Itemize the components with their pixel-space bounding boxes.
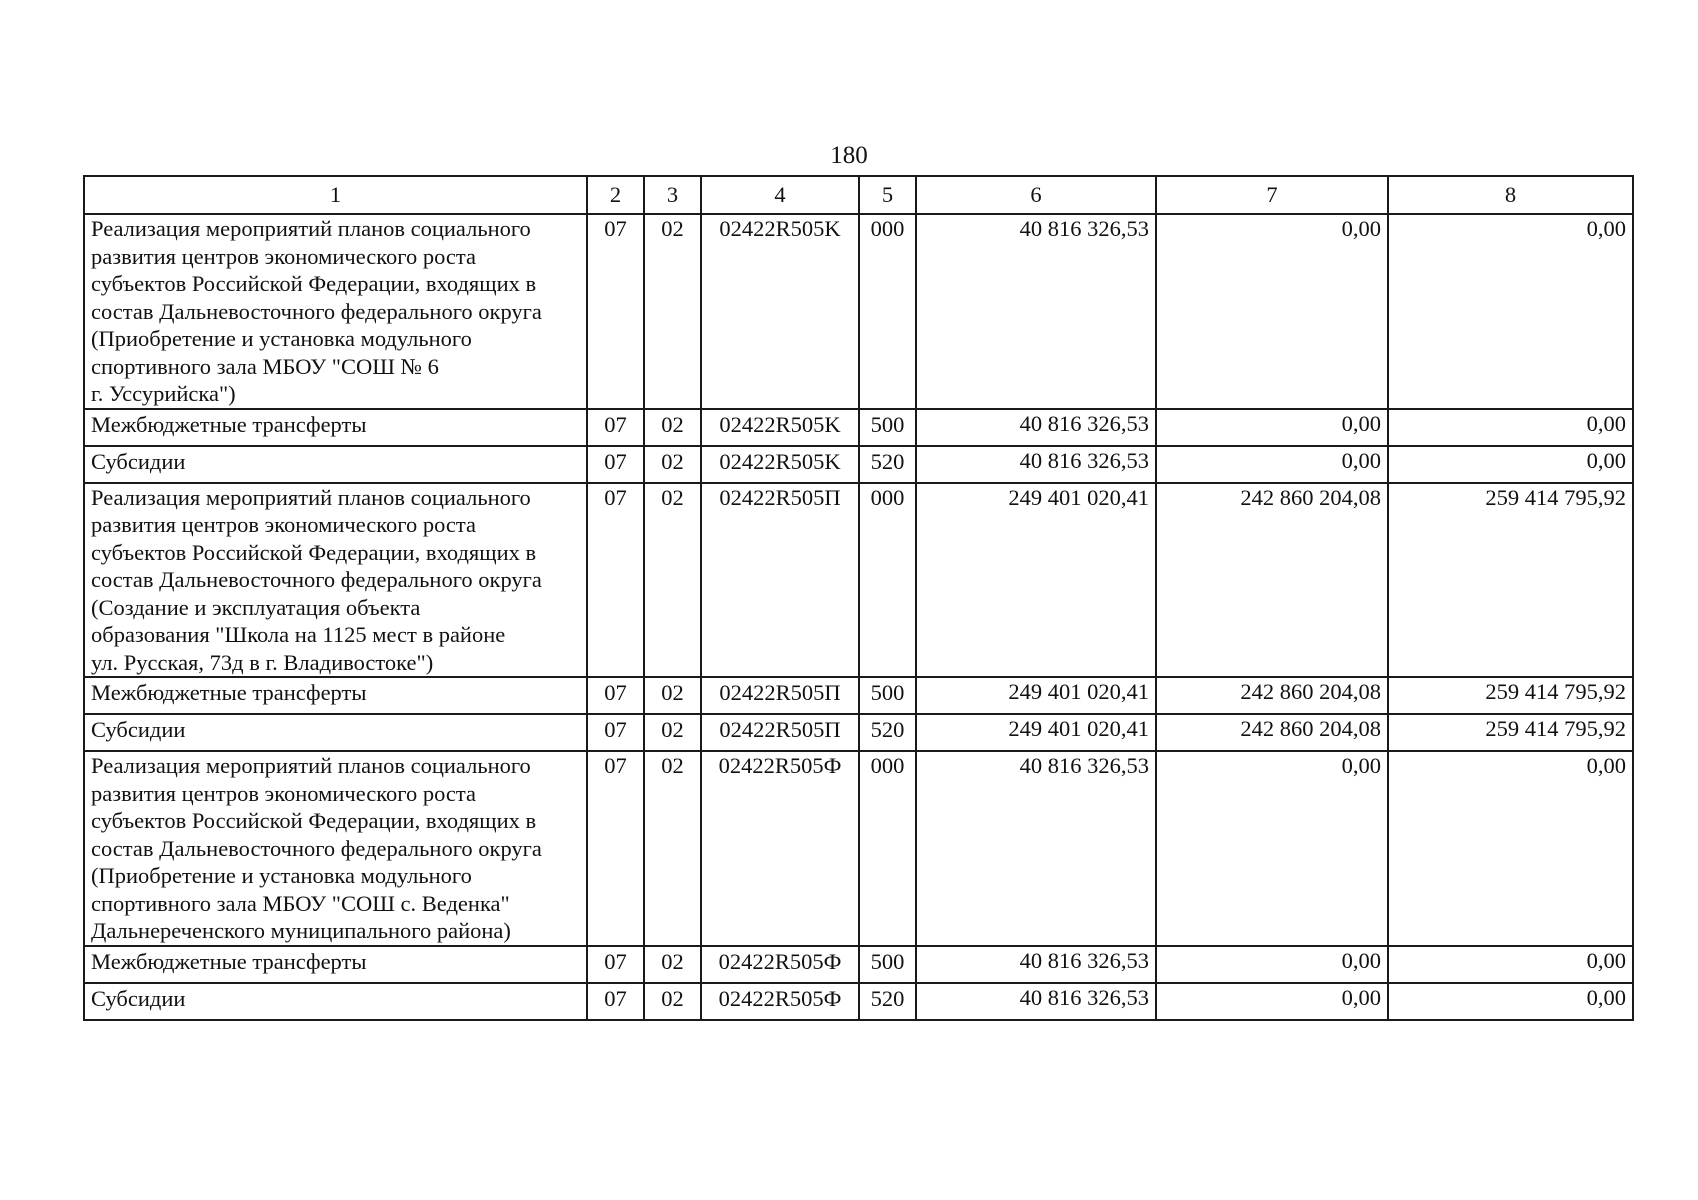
subsection-code-cell: 02 (644, 214, 701, 409)
row-name-cell (84, 483, 587, 678)
expense-type-cell: 000 (859, 751, 916, 946)
section-code-cell: 07 (587, 483, 644, 678)
target-article-cell: 02422R505K (701, 446, 859, 483)
header-col-2: 2 (587, 176, 644, 214)
amount-col-7-cell: 0,00 (1156, 409, 1388, 446)
row-name-line: (Создание и эксплуатация объекта (91, 594, 421, 620)
section-code-cell: 07 (587, 214, 644, 409)
section-code-cell: 07 (587, 446, 644, 483)
expense-type-cell: 500 (859, 946, 916, 983)
row-name-line: Дальнереченского муниципального района) (91, 918, 511, 943)
table-row (84, 214, 1633, 409)
row-name-line: Субсидии (91, 448, 186, 474)
table-row (84, 714, 1633, 751)
table-row (84, 677, 1633, 714)
row-name-line: Субсидии (91, 985, 186, 1011)
table-row (84, 946, 1633, 983)
row-name-line: спортивного зала МБОУ "СОШ № 6 (91, 353, 439, 379)
subsection-code-cell: 02 (644, 677, 701, 714)
row-name-line: Межбюджетные трансферты (91, 411, 367, 437)
section-code-cell: 07 (587, 409, 644, 446)
expense-type-cell: 520 (859, 983, 916, 1020)
table-row (84, 483, 1633, 678)
amount-col-8-cell: 0,00 (1388, 946, 1633, 983)
row-name-line: развития центров экономического роста (91, 243, 476, 269)
amount-col-6-cell: 249 401 020,41 (916, 677, 1156, 714)
header-col-6: 6 (916, 176, 1156, 214)
expense-type-cell: 000 (859, 214, 916, 409)
subsection-code-cell: 02 (644, 946, 701, 983)
amount-col-8-cell: 0,00 (1388, 751, 1633, 946)
page-number: 180 (830, 142, 868, 169)
subsection-code-cell: 02 (644, 409, 701, 446)
row-name-cell (84, 946, 587, 983)
amount-col-7-cell: 0,00 (1156, 946, 1388, 983)
amount-col-6-cell: 249 401 020,41 (916, 483, 1156, 678)
subsection-code-cell: 02 (644, 714, 701, 751)
row-name-cell (84, 714, 587, 751)
header-col-7: 7 (1156, 176, 1388, 214)
target-article-cell: 02422R505Ф (701, 751, 859, 946)
table-row (84, 751, 1633, 946)
amount-col-8-cell: 0,00 (1388, 446, 1633, 483)
target-article-cell: 02422R505П (701, 483, 859, 678)
expense-type-cell: 520 (859, 714, 916, 751)
amount-col-6-cell: 40 816 326,53 (916, 946, 1156, 983)
row-name-cell (84, 214, 587, 409)
section-code-cell: 07 (587, 677, 644, 714)
target-article-cell: 02422R505Ф (701, 983, 859, 1020)
row-name-line: (Приобретение и установка модульного (91, 863, 472, 888)
row-name-line: г. Уссурийска") (91, 381, 236, 406)
amount-col-7-cell: 242 860 204,08 (1156, 714, 1388, 751)
expense-type-cell: 520 (859, 446, 916, 483)
target-article-cell: 02422R505П (701, 677, 859, 714)
row-name-cell (84, 677, 587, 714)
subsection-code-cell: 02 (644, 483, 701, 678)
amount-col-8-cell: 0,00 (1388, 214, 1633, 409)
section-code-cell: 07 (587, 714, 644, 751)
amount-col-7-cell: 242 860 204,08 (1156, 677, 1388, 714)
amount-col-7-cell: 0,00 (1156, 446, 1388, 483)
amount-col-6-cell: 40 816 326,53 (916, 751, 1156, 946)
row-name-line: образования "Школа на 1125 мест в районе (91, 622, 506, 647)
amount-col-8-cell: 0,00 (1388, 409, 1633, 446)
amount-col-7-cell: 0,00 (1156, 751, 1388, 946)
amount-col-7-cell: 242 860 204,08 (1156, 483, 1388, 678)
target-article-cell: 02422R505K (701, 214, 859, 409)
section-code-cell: 07 (587, 751, 644, 946)
target-article-cell: 02422R505П (701, 714, 859, 751)
section-code-cell: 07 (587, 983, 644, 1020)
row-name-line: Межбюджетные трансферты (91, 948, 367, 974)
table-row (84, 446, 1633, 483)
row-name-line: ул. Русская, 73д в г. Владивостоке") (91, 649, 434, 675)
row-name-line: Реализация мероприятий планов социального (91, 753, 531, 778)
subsection-code-cell: 02 (644, 751, 701, 946)
amount-col-8-cell: 259 414 795,92 (1388, 483, 1633, 678)
amount-col-8-cell: 0,00 (1388, 983, 1633, 1020)
row-name-line: (Приобретение и установка модульного (91, 326, 472, 351)
row-name-line: развития центров экономического роста (91, 512, 476, 537)
row-name-line: развития центров экономического роста (91, 780, 476, 806)
expense-type-cell: 000 (859, 483, 916, 678)
amount-col-7-cell: 0,00 (1156, 983, 1388, 1020)
table-row (84, 409, 1633, 446)
header-col-3: 3 (644, 176, 701, 214)
header-col-1: 1 (84, 176, 587, 214)
row-name-line: состав Дальневосточного федерального округа (91, 567, 542, 592)
row-name-line: спортивного зала МБОУ "СОШ с. Веденка" (91, 890, 510, 916)
target-article-cell: 02422R505Ф (701, 946, 859, 983)
row-name-line: Субсидии (91, 717, 186, 742)
row-name-line: субъектов Российской Федерации, входящих в (91, 271, 537, 296)
expense-type-cell: 500 (859, 409, 916, 446)
row-name-line: состав Дальневосточного федерального округа (91, 835, 542, 861)
row-name-line: субъектов Российской Федерации, входящих в (91, 808, 537, 833)
amount-col-8-cell: 259 414 795,92 (1388, 677, 1633, 714)
row-name-line: Реализация мероприятий планов социального (91, 216, 531, 241)
row-name-cell (84, 751, 587, 946)
amount-col-8-cell: 259 414 795,92 (1388, 714, 1633, 751)
row-name-line: Реализация мероприятий планов социального (91, 484, 531, 510)
header-row (84, 176, 1633, 214)
subsection-code-cell: 02 (644, 446, 701, 483)
amount-col-6-cell: 40 816 326,53 (916, 446, 1156, 483)
expense-type-cell: 500 (859, 677, 916, 714)
subsection-code-cell: 02 (644, 983, 701, 1020)
row-name-line: Межбюджетные трансферты (91, 680, 367, 705)
table-body (84, 214, 1633, 1020)
header-col-4: 4 (701, 176, 859, 214)
row-name-line: состав Дальневосточного федерального округа (91, 298, 542, 324)
amount-col-6-cell: 40 816 326,53 (916, 983, 1156, 1020)
row-name-line: субъектов Российской Федерации, входящих в (91, 539, 537, 565)
amount-col-6-cell: 40 816 326,53 (916, 214, 1156, 409)
table-row (84, 983, 1633, 1020)
header-col-5: 5 (859, 176, 916, 214)
target-article-cell: 02422R505K (701, 409, 859, 446)
section-code-cell: 07 (587, 946, 644, 983)
row-name-cell (84, 409, 587, 446)
row-name-cell (84, 446, 587, 483)
budget-table (83, 175, 1634, 1021)
header-col-8: 8 (1388, 176, 1633, 214)
row-name-cell (84, 983, 587, 1020)
amount-col-7-cell: 0,00 (1156, 214, 1388, 409)
amount-col-6-cell: 249 401 020,41 (916, 714, 1156, 751)
amount-col-6-cell: 40 816 326,53 (916, 409, 1156, 446)
